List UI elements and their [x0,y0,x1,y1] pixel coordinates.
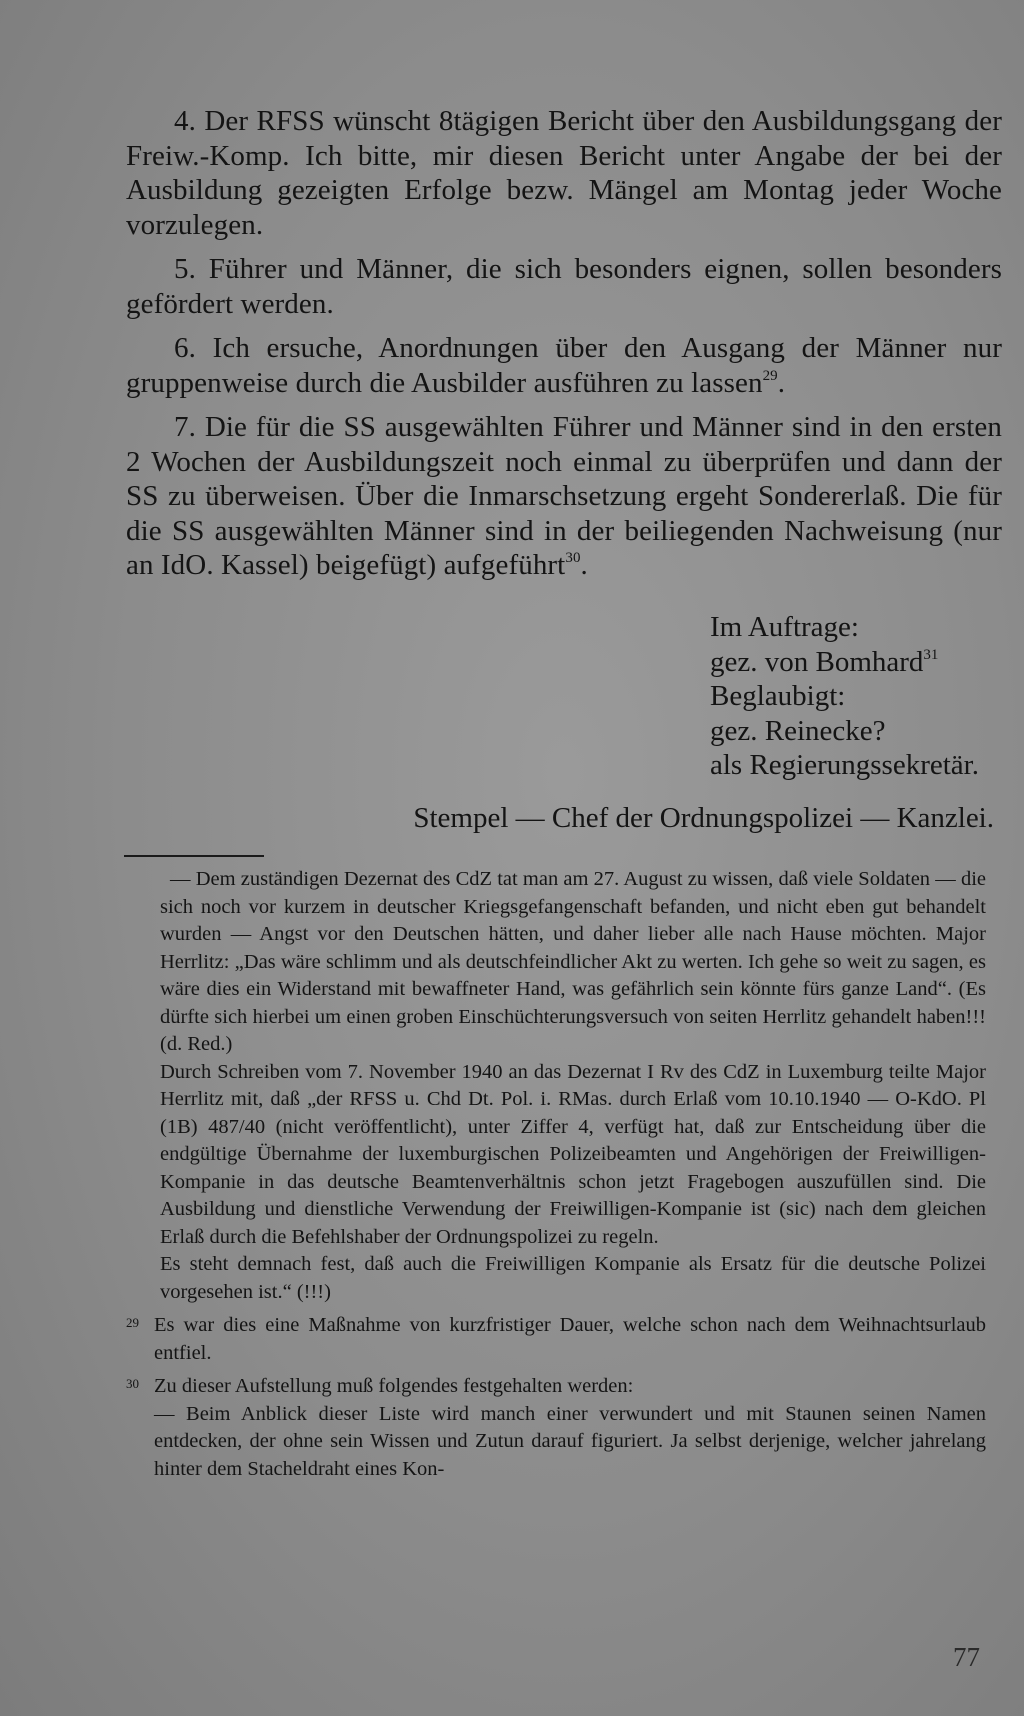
footnote-ref-31: 31 [923,646,939,663]
footnote-30-line-2: — Beim Anblick dieser Liste wird manch einer verwundert und mit Staunen seinen Namen entdecken, der ohne sein Wissen und Zutun darauf figuriert. Ja selbst derjenige, welcher jahrelang hinter dem Stacheldraht eines Kon- [154,1402,986,1480]
signature-line-sekretaer: als Regierungssekretär. [710,749,979,781]
main-text [126,104,1002,593]
footnote-30 [124,1373,986,1483]
footnote-29-text: Es war dies eine Maßnahme von kurzfristiger Dauer, welche schon nach dem Weihnachtsurlaub entfiel. [154,1314,986,1364]
paragraph-6-text: 6. Ich ersuche, Anordnungen über den Ausgang der Männer nur gruppenweise durch die Ausbilder ausführen zu lassen [126,332,1002,399]
footnotes [124,866,986,1483]
footnote-continuation-para-2: Durch Schreiben vom 7. November 1940 an das Dezernat I Rv des CdZ in Luxemburg teilte Major Herrlitz mit, daß „der RFSS u. Chd Dt. Pol. i. RMas. durch Erlaß vom 10.10.1940 — O-KdO. Pl (1B) 487/40 (nicht veröffentlicht), unter Ziffer 4, verfügt hat, daß zur Entscheidung über die endgültige Übernahme der luxemburgischen Polizeibeamten und Angehörigen der Freiwilligen-Kompanie in das deutsche Beamtenverhältnis schon jetzt Fragebogen auszufüllen sind. Die Ausbildung und dienstliche Verwendung der Freiwilligen-Kompanie ist (sic) nach dem gleichen Erlaß durch die Befehlshaber der Ordnungspolizei zu regeln. [160,1060,986,1248]
footnote-30-line-1: Zu dieser Aufstellung muß folgendes festgehalten werden: [154,1375,634,1397]
page-number: 77 [953,1642,980,1672]
paragraph-7-text: 7. Die für die SS ausgewählten Führer und Männer sind in den ersten 2 Wochen der Ausbildungszeit noch einmal zu überprüfen und dann der SS zu überweisen. Über die Inmarschsetzung ergeht Sondererlaß. Die für die SS ausgewählten Männer sind in der beiliegenden Nachweisung (nur an IdO. Kassel) beigefügt) aufgeführt [126,411,1002,581]
paragraph-7 [126,410,1002,583]
footnote-29 [124,1312,986,1367]
footnote-ref-29: 29 [762,367,778,384]
footnote-marker-30: 30 [126,1376,139,1391]
signature-line-auftrage: Im Auftrage: [710,611,859,643]
paragraph-7-end: . [580,549,588,581]
paragraph-4: 4. Der RFSS wünscht 8tägigen Bericht über den Ausbildungsgang der Freiw.-Komp. Ich bitte, mir diesen Bericht unter Angabe der bei der Ausbildung gezeigten Erfolge bezw. Mängel am Montag jeder Woche vorzulegen. [126,105,1002,241]
signature-line-bomhard [710,645,979,680]
footnote-marker-29: 29 [126,1315,139,1330]
footnote-continuation-para-3: Es steht demnach fest, daß auch die Freiwilligen Kompanie als Ersatz für die deutsche Polizei vorgesehen ist.“ (!!!) [160,1253,986,1303]
footnote-continuation [124,866,986,1306]
signature-name-bomhard: gez. von Bomhard [710,645,924,678]
footnote-ref-30: 30 [565,550,581,566]
footnote-continuation-para-1: — Dem zuständigen Dezernat des CdZ tat man am 27. August zu wissen, daß viele Soldaten — die sich noch vor kurzem in deutscher Kriegsgefangenschaft befanden, und nicht eben gut behandelt wurden — Angst vor den Deutschen hätten, und daher lieber alle nach Hause möchten. Major Herrlitz: „Das wäre schlimm und als deutschfeindlicher Akt zu werten. Ich gehe so weit zu sagen, es wäre dies ein Widerstand mit bewaffneter Hand, was gefährlich sein könnte fürs ganze Land“. (Es dürfte sich hierbei um einen groben Einschüchterungsversuch von seiten Herrlitz gehandelt haben!!! (d. Red.) [160,868,986,1055]
paragraph-6 [126,331,1002,400]
signature-block [710,610,979,783]
signature-line-reinecke: gez. Reinecke? [710,714,886,747]
paragraph-5: 5. Führer und Männer, die sich besonders eignen, sollen besonders gefördert werden. [126,253,1002,320]
stamp-line: Stempel — Chef der Ordnungspolizei — Kanzlei. [413,802,994,834]
footnote-divider [124,855,264,857]
paragraph-6-end: . [777,366,786,399]
signature-line-beglaubigt: Beglaubigt: [710,680,846,712]
